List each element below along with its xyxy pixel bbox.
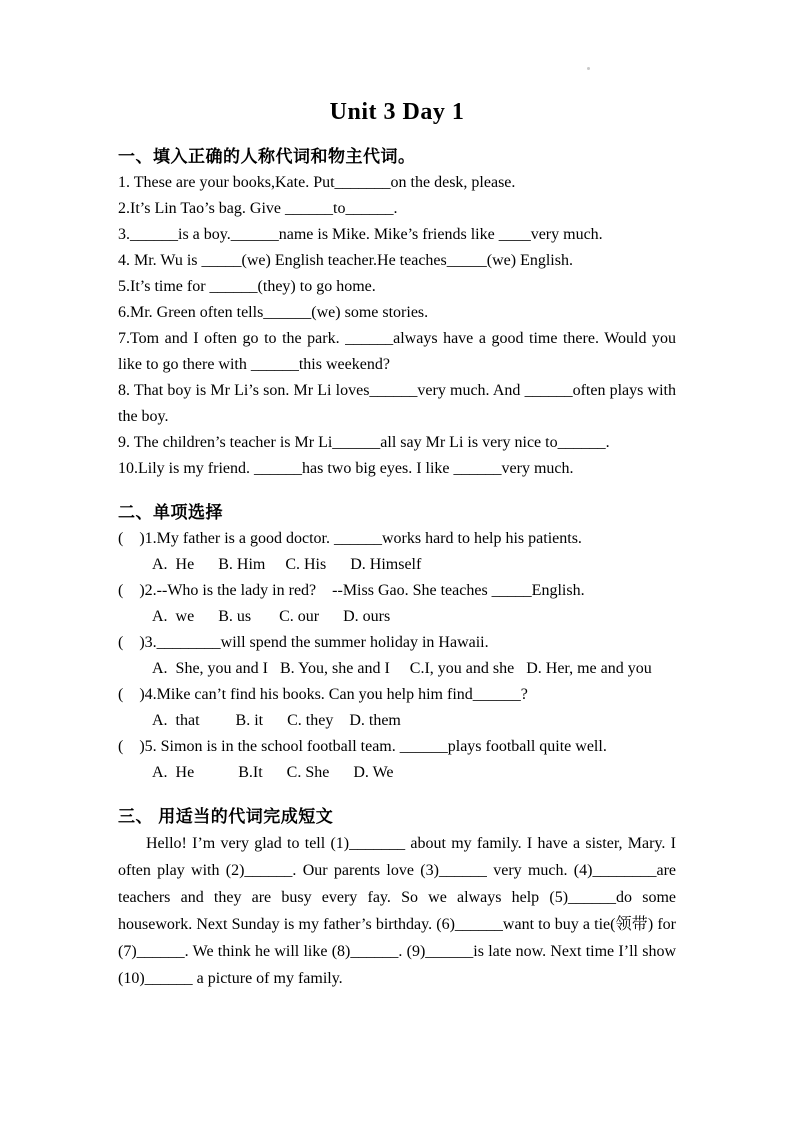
fill-blank-item-1: 1. These are your books,Kate. Put_______on the desk, please. [118, 174, 516, 191]
cloze-paragraph: Hello! I’m very glad to tell (1)_______ about my family. I have a sister, Mary. I often play with (2)______. Our parents love (3)______ very much. (4)________are teachers and they are busy every fay. So we always help (5)______do some housework. Next Sunday is my father’s birthday. (6)______want to buy a tie(领带) for (7)______. We think he will like (8)______. (9)______is late now. Next time I’ll show (10)______ a picture of my family. [118, 835, 676, 987]
mcq-3-stem: ( )3.________will spend the summer holiday in Hawaii. [118, 634, 489, 651]
fill-blank-item-8: 8. That boy is Mr Li’s son. Mr Li loves______very much. And ______often plays with the boy. [118, 382, 676, 425]
mcq-4-options: A. that B. it C. they D. them [152, 712, 401, 729]
mcq-2-stem: ( )2.--Who is the lady in red? --Miss Gao. She teaches _____English. [118, 582, 585, 599]
section-3-heading: 三、 用适当的代词完成短文 [118, 807, 334, 826]
fill-blank-item-5: 5.It’s time for ______(they) to go home. [118, 278, 376, 295]
page-content [118, 96, 676, 992]
fill-blank-item-2: 2.It’s Lin Tao’s bag. Give ______to______. [118, 200, 398, 217]
mcq-4-stem: ( )4.Mike can’t find his books. Can you help him find______? [118, 686, 528, 703]
fill-blank-item-10: 10.Lily is my friend. ______has two big eyes. I like ______very much. [118, 460, 574, 477]
section-2-heading: 二、单项选择 [118, 503, 223, 522]
fill-blank-item-3: 3.______is a boy.______name is Mike. Mike’s friends like ____very much. [118, 226, 603, 243]
mcq-1-stem: ( )1.My father is a good doctor. ______works hard to help his patients. [118, 530, 582, 547]
fill-blank-item-9: 9. The children’s teacher is Mr Li______all say Mr Li is very nice to______. [118, 434, 610, 451]
section-cloze [118, 804, 676, 992]
mcq-3-options: A. She, you and I B. You, she and I C.I, you and she D. Her, me and you [152, 660, 652, 677]
fill-blank-item-4: 4. Mr. Wu is _____(we) English teacher.He teaches_____(we) English. [118, 252, 573, 269]
section-1-heading: 一、填入正确的人称代词和物主代词。 [118, 147, 416, 166]
fill-blank-item-7: 7.Tom and I often go to the park. ______always have a good time there. Would you like to go there with ______this weekend? [118, 330, 676, 373]
fill-blank-item-6: 6.Mr. Green often tells______(we) some stories. [118, 304, 429, 321]
mcq-1-options: A. He B. Him C. His D. Himself [152, 556, 422, 573]
scan-artifact-dot [587, 67, 590, 70]
mcq-5-stem: ( )5. Simon is in the school football team. ______plays football quite well. [118, 738, 607, 755]
section-multiple-choice [118, 500, 676, 786]
mcq-5-options: A. He B.It C. She D. We [152, 764, 394, 781]
doc-title: Unit 3 Day 1 [329, 99, 465, 125]
section-fill-blanks [118, 144, 676, 482]
mcq-2-options: A. we B. us C. our D. ours [152, 608, 391, 625]
